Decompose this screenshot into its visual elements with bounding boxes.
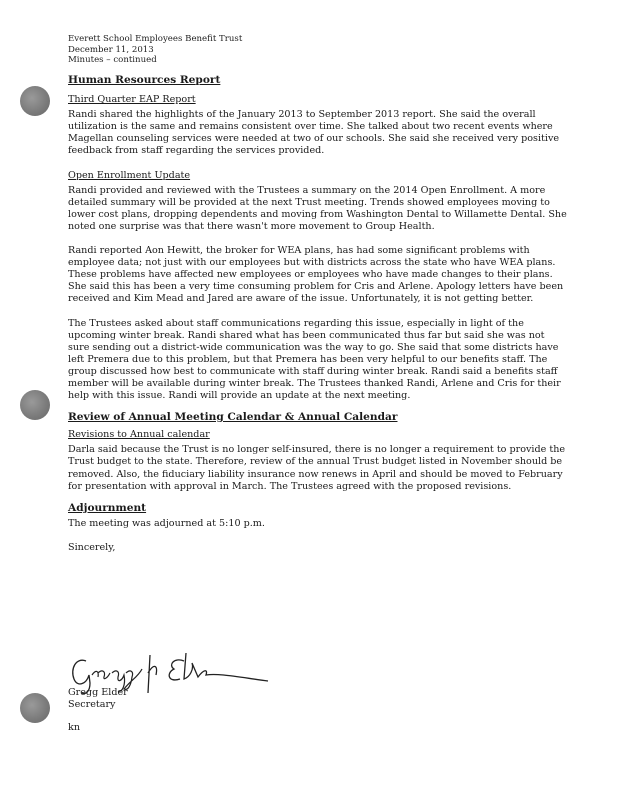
- typist-initials: kn: [68, 722, 80, 733]
- header-continued: Minutes – continued: [68, 55, 157, 65]
- header-date: December 11, 2013: [68, 44, 154, 55]
- document-header: [68, 34, 242, 66]
- calendar-section-title: Review of Annual Meeting Calendar & Annual Calendar: [68, 411, 398, 424]
- document-body: [68, 74, 568, 554]
- adjournment-title: Adjournment: [68, 501, 147, 514]
- open-enrollment-paragraph-2: Randi reported Aon Hewitt, the broker for WEA plans, has had some significant problems with employee data; not just with our employees but with districts across the state who have WEA plans. These problems have affected new employees or employees who have made changes to their plans. She said this has been a very time consuming problem for Cris and Arlene. Apology letters have been received and Kim Mead and Jared are aware of the issue. Unfortunately, it is not getting better.: [68, 245, 564, 305]
- signature-block: [68, 637, 368, 712]
- signer-name: Gregg Elder: [68, 687, 128, 698]
- open-enrollment-subtitle: Open Enrollment Update: [68, 169, 191, 181]
- signer-title: Secretary: [68, 699, 116, 710]
- calendar-subtitle: Revisions to Annual calendar: [68, 429, 210, 441]
- punch-hole: [20, 86, 50, 116]
- punch-hole: [20, 693, 50, 723]
- punch-hole: [20, 390, 50, 420]
- calendar-paragraph: Darla said because the Trust is no longer self-insured, there is no longer a requirement to provide the Trust budget to the state. Therefore, review of the annual Trust budget listed in November should be removed. Also, the fiduciary liability insurance now renews in April and should be moved to February for presentation with approval in March. The Trustees agreed with the proposed revisions.: [68, 444, 566, 492]
- salutation: Sincerely,: [68, 541, 116, 553]
- header-organization: Everett School Employees Benefit Trust: [68, 34, 243, 44]
- adjournment-paragraph: The meeting was adjourned at 5:10 p.m.: [68, 517, 265, 529]
- hr-section-title: Human Resources Report: [68, 74, 221, 86]
- open-enrollment-paragraph-3: The Trustees asked about staff communications regarding this issue, especially in light of the upcoming winter break. Randi shared what has been communicated thus far but said she was not sure sending out a district-wide communication was the way to go. She said that some districts have left Premera due to this problem, but that Premera has been very helpful to our benefits staff. The group discussed how best to communicate with staff during winter break. Randi said a benefits staff member will be available during winter break. The Trustees thanked Randi, Arlene and Cris for their help with this issue. Randi will provide an update at the next meeting.: [68, 317, 561, 402]
- open-enrollment-paragraph-1: Randi provided and reviewed with the Trustees a summary on the 2014 Open Enrollment. A more detailed summary will be provided at the next Trust meeting. Trends showed employees moving to lower cost plans, dropping dependents and moving from Washington Dental to Willamette Dental. She noted one surprise was that there wasn't more movement to Group Health.: [68, 184, 567, 232]
- eap-paragraph: Randi shared the highlights of the January 2013 to September 2013 report. She said the overall utilization is the same and remains consistent over time. She talked about two recent events where Magellan counseling services were needed at two of our schools. She said she received very positive feedback from staff regarding the services provided.: [68, 109, 560, 157]
- eap-subtitle: Third Quarter EAP Report: [68, 94, 196, 106]
